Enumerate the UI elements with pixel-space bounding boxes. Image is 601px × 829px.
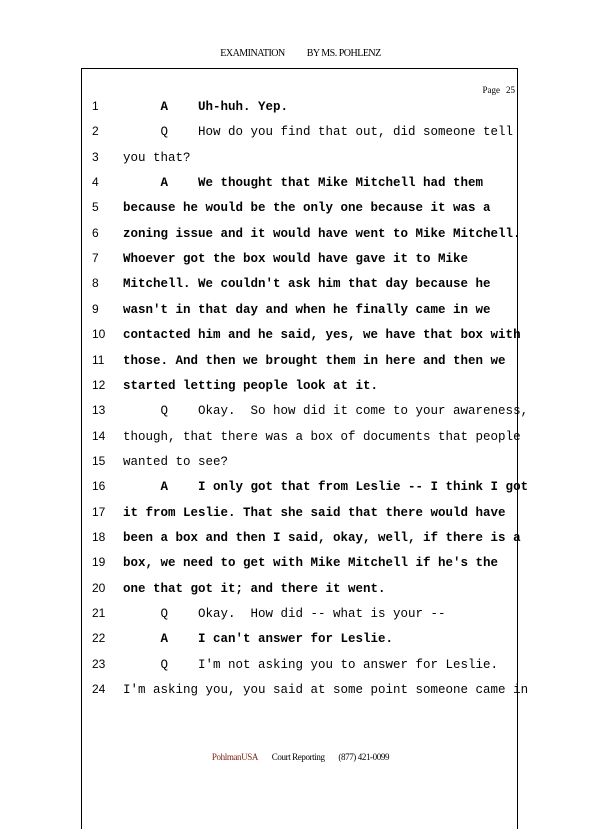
page-header: [0, 48, 601, 59]
transcript-line: [0, 581, 601, 601]
line-number: 2: [92, 124, 99, 139]
line-number: 19: [92, 555, 106, 570]
line-number: 15: [92, 453, 106, 468]
footer-phone: (877) 421-0099: [338, 752, 390, 762]
line-number: 23: [92, 656, 106, 671]
transcript-line: [0, 378, 601, 398]
line-text: because he would be the only one because it was a: [123, 201, 491, 216]
transcript-line: [0, 505, 601, 525]
line-text: contacted him and he said, yes, we have that box with: [123, 328, 521, 343]
line-number: 20: [92, 580, 106, 595]
page-number: [477, 85, 516, 95]
page-footer: [0, 752, 601, 762]
transcript-line: [0, 226, 601, 246]
line-number: 17: [92, 504, 106, 519]
transcript-line: [0, 657, 601, 677]
line-number: 7: [92, 251, 99, 266]
line-number: 24: [92, 682, 106, 697]
line-text: those. And then we brought them in here and then we: [123, 353, 506, 368]
line-text: wanted to see?: [123, 454, 229, 469]
line-text: been a box and then I said, okay, well, if there is a: [123, 530, 521, 545]
transcript-line: [0, 429, 601, 449]
footer-service: Court Reporting: [271, 752, 325, 762]
page-label: Page: [482, 85, 500, 95]
line-number: 12: [92, 377, 106, 392]
transcript-line: [0, 403, 601, 423]
line-number: 10: [92, 327, 106, 342]
line-number: 22: [92, 631, 106, 646]
transcript-line: [0, 631, 601, 651]
footer-brand: PohlmanUSA: [211, 752, 258, 762]
line-number: 9: [92, 301, 99, 316]
page-value: 25: [506, 85, 515, 95]
line-number: 14: [92, 428, 106, 443]
transcript-line: [0, 454, 601, 474]
transcript-line: [0, 99, 601, 119]
line-text: I'm asking you, you said at some point someone came in: [123, 683, 529, 698]
line-number: 18: [92, 529, 106, 544]
line-number: 16: [92, 479, 106, 494]
transcript-line: [0, 124, 601, 144]
line-text: it from Leslie. That she said that there would have: [123, 505, 506, 520]
line-number: 11: [92, 352, 105, 367]
transcript-line: [0, 200, 601, 220]
line-number: 21: [92, 606, 106, 620]
line-number: 13: [92, 403, 106, 418]
line-number: 4: [92, 175, 99, 190]
transcript-line: [0, 479, 601, 499]
line-text: box, we need to get with Mike Mitchell if he's the: [123, 556, 499, 571]
line-text: Q How do you find that out, did someone tell: [123, 125, 514, 140]
line-text: Q I'm not asking you to answer for Leslie.: [123, 657, 499, 672]
line-text: Mitchell. We couldn't ask him that day because he: [123, 277, 491, 292]
line-text: zoning issue and it would have went to Mike Mitchell.: [123, 226, 521, 241]
transcript-line: [0, 327, 601, 347]
header-section: EXAMINATION: [220, 48, 285, 59]
line-text: Q Okay. So how did it come to your awareness,: [123, 404, 529, 419]
line-text: A Uh-huh. Yep.: [123, 100, 289, 114]
transcript-line: [0, 353, 601, 373]
line-number: 1: [92, 99, 99, 113]
line-text: Whoever got the box would have gave it to Mike: [123, 252, 469, 267]
transcript-line: [0, 606, 601, 626]
header-examiner: BY MS. POHLENZ: [306, 48, 381, 59]
transcript-line: [0, 530, 601, 550]
transcript-line: [0, 251, 601, 271]
line-text: A I only got that from Leslie -- I think I got: [123, 480, 529, 495]
line-number: 3: [92, 149, 99, 164]
transcript-line: [0, 682, 601, 702]
line-number: 8: [92, 276, 99, 291]
transcript-line: [0, 555, 601, 575]
line-text: A I can't answer for Leslie.: [123, 632, 394, 647]
line-text: wasn't in that day and when he finally came in we: [123, 302, 491, 317]
line-text: though, that there was a box of documents that people: [123, 429, 521, 444]
line-text: you that?: [123, 150, 191, 165]
line-number: 6: [92, 225, 99, 240]
line-text: A We thought that Mike Mitchell had them: [123, 176, 484, 191]
transcript-line: [0, 276, 601, 296]
line-text: one that got it; and there it went.: [123, 581, 386, 596]
transcript-line: [0, 302, 601, 322]
line-text: Q Okay. How did -- what is your --: [123, 607, 446, 621]
line-number: 5: [92, 200, 99, 215]
transcript-line: [0, 175, 601, 195]
line-text: started letting people look at it.: [123, 378, 379, 393]
transcript-line: [0, 150, 601, 170]
